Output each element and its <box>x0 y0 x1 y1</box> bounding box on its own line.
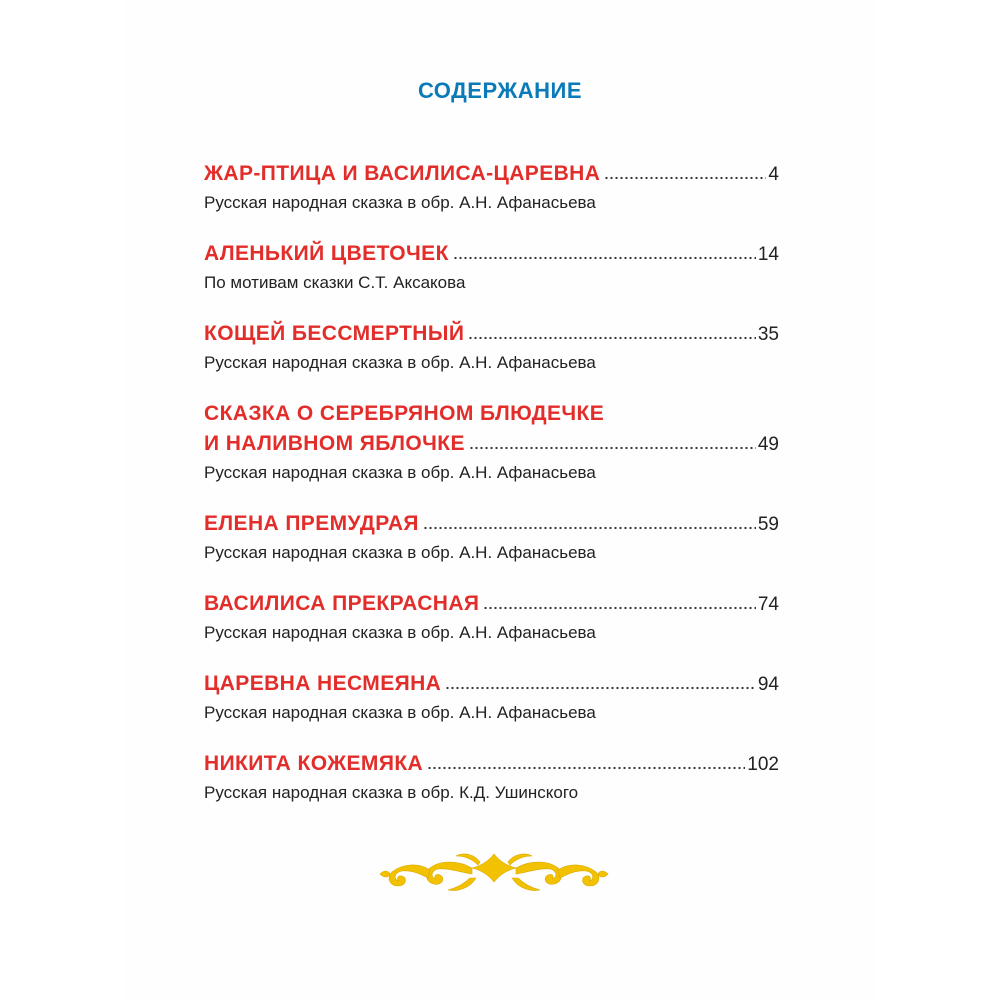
dot-leader <box>445 684 756 690</box>
dot-leader <box>453 254 756 260</box>
entry-title-line-1: СКАЗКА О СЕРЕБРЯНОМ БЛЮДЕЧКЕ <box>204 402 605 425</box>
page-number: 14 <box>757 244 779 265</box>
entry-title: НИКИТА КОЖЕМЯКА <box>204 752 424 775</box>
page-number: 59 <box>757 514 779 535</box>
dot-leader <box>469 444 756 450</box>
page <box>124 0 876 1000</box>
entry-subtitle: Русская народная сказка в обр. А.Н. Афанасьева <box>204 353 596 372</box>
toc-entry <box>204 239 779 294</box>
page-number: 35 <box>757 324 779 345</box>
dot-leader <box>483 604 755 610</box>
scroll-ornament-icon <box>374 848 614 898</box>
toc-list <box>204 159 779 829</box>
page-number: 102 <box>747 754 779 775</box>
toc-entry <box>204 159 779 214</box>
entry-subtitle: Русская народная сказка в обр. А.Н. Афанасьева <box>204 543 596 562</box>
entry-title: КОЩЕЙ БЕССМЕРТНЫЙ <box>204 322 465 345</box>
page-number: 94 <box>757 674 779 695</box>
entry-subtitle: Русская народная сказка в обр. К.Д. Ушинского <box>204 783 579 802</box>
page-number: 4 <box>768 164 779 185</box>
toc-entry <box>204 509 779 564</box>
toc-entry <box>204 399 779 484</box>
dot-leader <box>427 764 745 770</box>
entry-title: ЦАРЕВНА НЕСМЕЯНА <box>204 672 442 695</box>
toc-entry <box>204 669 779 724</box>
page-number: 49 <box>757 434 779 455</box>
entry-title-line-2: И НАЛИВНОМ ЯБЛОЧКЕ <box>204 432 465 455</box>
entry-subtitle: Русская народная сказка в обр. А.Н. Афанасьева <box>204 623 596 642</box>
toc-entry <box>204 589 779 644</box>
dot-leader <box>604 174 766 180</box>
entry-title: ЖАР-ПТИЦА И ВАСИЛИСА-ЦАРЕВНА <box>204 162 601 185</box>
page-title: СОДЕРЖАНИЕ <box>417 78 583 103</box>
entry-subtitle: Русская народная сказка в обр. А.Н. Афанасьева <box>204 463 596 482</box>
entry-subtitle: Русская народная сказка в обр. А.Н. Афанасьева <box>204 703 596 722</box>
entry-title: АЛЕНЬКИЙ ЦВЕТОЧЕК <box>204 242 449 265</box>
toc-entry <box>204 749 779 804</box>
entry-title: ВАСИЛИСА ПРЕКРАСНАЯ <box>204 592 480 615</box>
toc-entry <box>204 319 779 374</box>
dot-leader <box>468 334 756 340</box>
entry-subtitle: По мотивам сказки С.Т. Аксакова <box>204 273 466 292</box>
page-number: 74 <box>757 594 779 615</box>
entry-subtitle: Русская народная сказка в обр. А.Н. Афанасьева <box>204 193 596 212</box>
dot-leader <box>423 524 756 530</box>
entry-title: ЕЛЕНА ПРЕМУДРАЯ <box>204 512 419 535</box>
